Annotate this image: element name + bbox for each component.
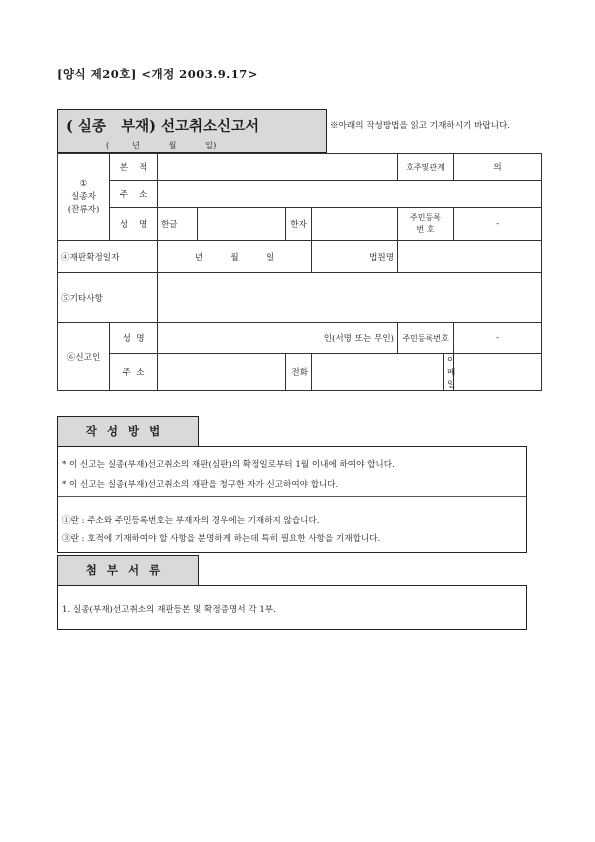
form-title-date: ( 년 월 일) [106, 141, 217, 150]
email-field[interactable] [454, 354, 542, 391]
email-label-cell [444, 354, 454, 391]
address-field[interactable] [158, 181, 542, 208]
form-title-box [57, 109, 327, 153]
hanja-name-field[interactable] [312, 208, 398, 241]
korean-name-field[interactable] [198, 208, 286, 241]
address-label: 주 소 [110, 181, 158, 208]
attachments-box [57, 585, 527, 630]
rrn-dash: - [496, 219, 499, 229]
name-label: 성 명 [110, 208, 158, 241]
reporter-address-label: 주 소 [110, 354, 158, 391]
reporter-address-field[interactable] [158, 354, 286, 391]
court-label: 법원명 [312, 241, 398, 273]
reporter-rrn-field[interactable] [454, 323, 542, 354]
reporter-rrn-label: 주민등록번호 [398, 323, 454, 354]
instruction-line-2: * 이 신고는 실종(부재)선고취소의 재판을 청구한 자가 신고하여야 합니다. [62, 480, 339, 490]
relation-suffix: 의 [493, 163, 502, 173]
judgment-date-placeholder: 년 월 일 [194, 252, 275, 263]
instruction-note: ※아래의 작성방법을 읽고 기재하시기 바랍니다. [330, 121, 510, 131]
attachment-line-1: 1. 실종(부재)선고취소의 재판등본 및 확정증명서 각 1부. [62, 605, 276, 615]
attachments-heading: 첨부서류 [57, 555, 199, 586]
instructions-heading: 작성방법 [57, 416, 199, 447]
instruction-line-3: ①란 : 주소와 주민등록번호는 부재자의 경우에는 기재하지 않습니다. [62, 516, 320, 526]
reporter-name-label: 성 명 [110, 323, 158, 354]
phone-label: 전화 [291, 368, 308, 378]
relation-label: 호주및관계 [398, 154, 454, 181]
judgment-date-label: ④재판확정일자 [58, 241, 158, 273]
rrn-field[interactable] [454, 208, 542, 241]
form-title: ( 실종 부재) 선고취소신고서 [66, 118, 260, 135]
court-field[interactable] [398, 241, 542, 273]
missing-person-label: ① 실종자 (잔류자) [58, 154, 110, 241]
judgment-date-field[interactable] [158, 241, 312, 273]
rrn-label: 주민등록 번 호 [398, 208, 454, 241]
reporter-label: ⑥신고인 [58, 323, 110, 391]
domicile-label: 본 적 [110, 154, 158, 181]
email-label: 이메일 [447, 356, 456, 390]
domicile-field[interactable] [158, 154, 398, 181]
report-form-table [57, 153, 542, 391]
korean-name-label: 한글 [158, 208, 198, 241]
relation-field[interactable] [454, 154, 542, 181]
instructions-box [57, 446, 527, 553]
instruction-line-4: ③란 : 호적에 기재하여야 할 사항을 분명하게 하는데 특히 필요한 사항을 기재합니다. [62, 534, 381, 544]
reporter-name-field[interactable] [158, 323, 398, 354]
phone-field[interactable] [312, 354, 444, 391]
reporter-rrn-dash: - [496, 333, 499, 343]
instructions-divider [58, 496, 526, 497]
hanja-name-label: 한자 [286, 208, 312, 241]
seal-text: 인(서명 또는 무인) [323, 334, 394, 344]
form-number-header: [양식 제20호] <개정 2003.9.17> [57, 67, 258, 81]
instruction-line-1: * 이 신고는 실종(부재)선고취소의 재판(심판)의 확정일로부터 1월 이내에 하여야 합니다. [62, 460, 395, 470]
other-matters-field[interactable] [158, 273, 542, 323]
phone-label-cell [286, 354, 312, 391]
other-matters-label: ⑤기타사항 [58, 273, 158, 323]
